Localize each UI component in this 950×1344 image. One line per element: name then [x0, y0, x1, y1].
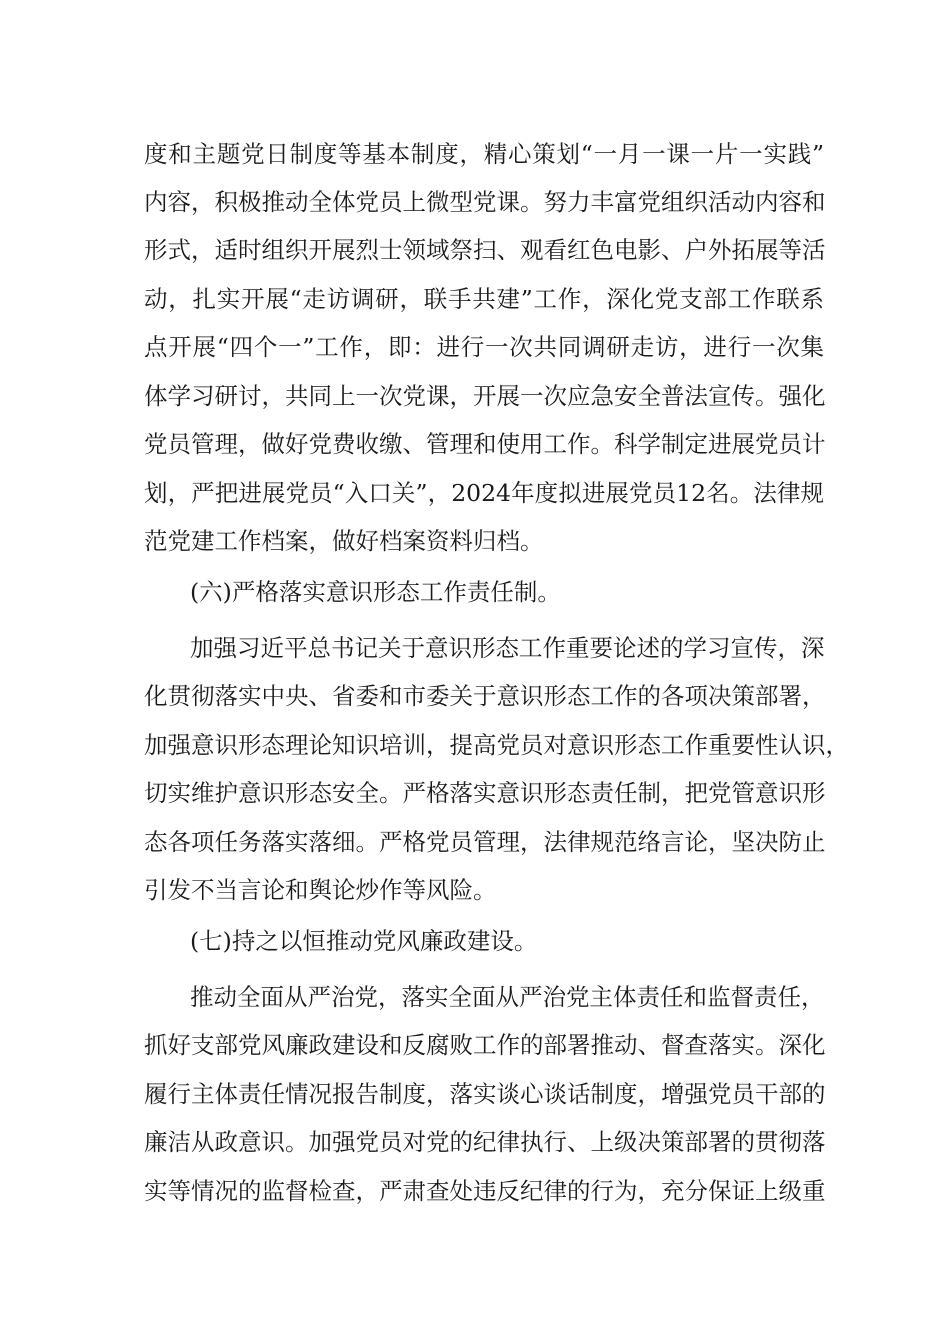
paragraph-line: 加强意识形态理论知识培训，提高党员对意识形态工作重要性认识， [144, 731, 849, 759]
paragraph-line: 切实维护意识形态安全。严格落实意识形态责任制，把党管意识形 [144, 779, 826, 807]
paragraph-line: 党员管理，做好党费收缴、管理和使用工作。科学制定进展党员计 [144, 430, 826, 458]
paragraph-line: 度和主题党日制度等基本制度，精心策划“一月一课一片一实践” [144, 140, 824, 168]
paragraph-line: 抓好支部党风廉政建设和反腐败工作的部署推动、督查落实。深化 [144, 1031, 826, 1059]
paragraph-line: 内容，积极推动全体党员上微型党课。努力丰富党组织活动内容和 [144, 188, 826, 216]
paragraph-line: 化贯彻落实中央、省委和市委关于意识形态工作的各项决策部署， [144, 682, 826, 710]
paragraph-line: 引发不当言论和舆论炒作等风险。 [144, 876, 497, 904]
paragraph-line: 形式，适时组织开展烈士领域祭扫、观看红色电影、户外拓展等活 [144, 236, 826, 264]
paragraph-line: 态各项任务落实落细。严格党员管理，法律规范络言论，坚决防止 [144, 828, 826, 856]
paragraph-line: 履行主体责任情况报告制度，落实谈心谈话制度，增强党员干部的 [144, 1080, 826, 1108]
section-heading-6: (六)严格落实意识形态工作责任制。 [190, 578, 561, 606]
paragraph-line: 点开展“四个一”工作，即：进行一次共同调研走访，进行一次集 [144, 333, 824, 361]
paragraph-line: 推动全面从严治党，落实全面从严治党主体责任和监督责任， [190, 983, 825, 1011]
paragraph-line: 动，扎实开展“走访调研，联手共建”工作，深化党支部工作联系 [144, 285, 824, 313]
paragraph-line: 实等情况的监督检查，严肃查处违反纪律的行为，充分保证上级重 [144, 1177, 826, 1205]
section-heading-7: (七)持之以恒推动党风廉政建设。 [190, 927, 538, 955]
paragraph-line: 体学习研讨，共同上一次党课，开展一次应急安全普法宣传。强化 [144, 382, 826, 410]
paragraph-line: 加强习近平总书记关于意识形态工作重要论述的学习宣传，深 [190, 634, 825, 662]
paragraph-line: 廉洁从政意识。加强党员对党的纪律执行、上级决策部署的贯彻落 [144, 1128, 826, 1156]
paragraph-line: 范党建工作档案，做好档案资料归档。 [144, 527, 544, 555]
paragraph-line: 划，严把进展党员“入口关”，2024年度拟进展党员12名。法律规 [144, 479, 824, 507]
